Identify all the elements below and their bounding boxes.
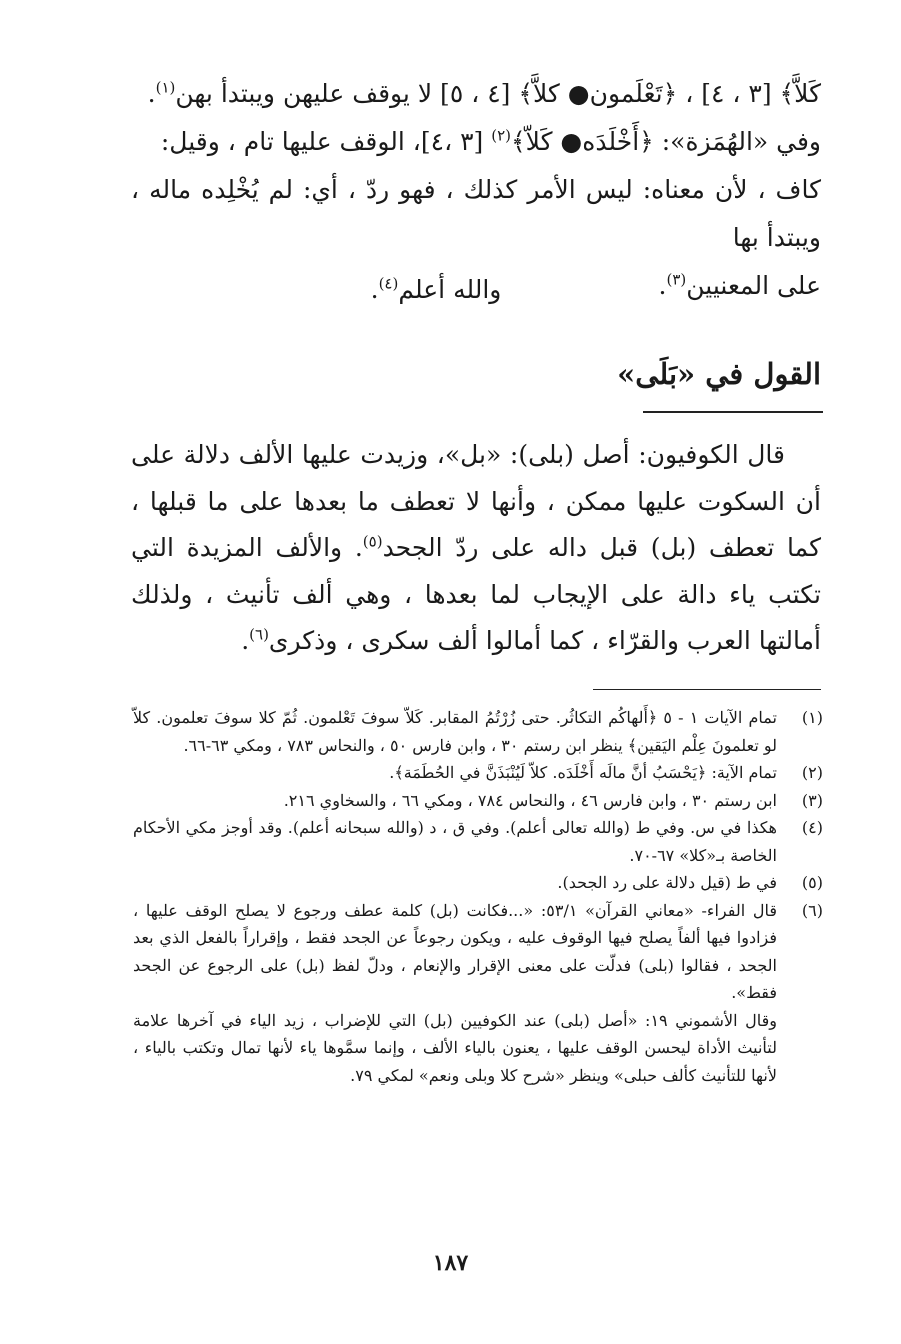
footnote-text: ابن رستم ٣٠ ، وابن فارس ٤٦ ، والنحاس ٧٨٤ ، ومكي ٦٦ ، والسخاوي ٢١٦. (283, 790, 777, 810)
footnote-text: هكذا في س. وفي ط (والله تعالى أعلم). وفي ق ، د (والله سبحانه أعلم). وقد أوجز مكي الأحكام الخاصة بـ«كلا» ٦٧-٧٠. (133, 818, 777, 865)
footnote-ref-6[interactable]: (٦) (249, 625, 269, 644)
footnote-number: (٥) (801, 873, 823, 892)
closing-phrase: والله أعلم$^{(٤)}$. (370, 274, 502, 304)
footnote-number: (٣) (801, 790, 823, 810)
footnote-2 (133, 759, 823, 787)
footnote-6 (133, 897, 823, 1007)
footnote-ref-2[interactable]: (٢) (491, 126, 512, 145)
footnote-text: قال الفراء- «معاني القرآن» ٥٣/١: «...فكانت (بل) كلمة عطف ورجوع لا يصلح الوقف عليها ، فزادوا فيها ألفاً يصلح فيها الوقوف عليه ، ويكون رجوعاً عن الجحد فقط ، وإقراراً بالفعل الذي بعد الجحد ، فقالوا (بلى) فدلّت على معنى الإقرار والإنعام ، ودلّ لفظ (بل) على الرجوع عن الجحد فقط». (133, 900, 778, 1002)
footnote-number: (١) (801, 708, 823, 727)
section-heading: القول في «بَلَى» (617, 357, 821, 391)
body-paragraph: قال الكوفيون: أصل (بلى): «بل»، وزيدت عليها الألف دلالة على أن السكوت عليها ممكن ، وأنها لا تعطف ما بعدها على ما قبلها ، كما تعطف (بل) قبل داله على ردّ الجحد$^{(٥)}$. والألف المزيدة التي تكتب ياء دالة على الإيجاب لما بعدها ، وهي ألف تأنيث ، ولذلك أمالتها العرب والقرّاء ، كما أمالوا ألف سكرى ، وذكرى$^{(٦)}$. (131, 440, 821, 655)
footnote-1 (133, 704, 823, 759)
footnote-ref-3[interactable]: (٣) (666, 270, 687, 289)
page-number: ١٨٧ (432, 1250, 469, 1276)
footnote-number: (٢) (801, 763, 823, 782)
footnote-separator (593, 689, 821, 690)
intro-line-3: كاف ، لأن معناه: ليس الأمر كذلك ، فهو ردّ ، أي: لم يُخْلِده ماله ، ويبتدأ بها (131, 175, 821, 252)
footnote-ref-1[interactable]: (١) (155, 78, 176, 97)
footnote-number: (٤) (801, 818, 823, 837)
footnote-6-continuation: وقال الأشموني ١٩: «أصل (بلى) عند الكوفيين (بل) التي للإضراب ، زيد الياء في آخرها علامة لتأنيث الأداة ليحسن الوقف عليها ، يعنون بالياء الألف ، وإنما سمَّوها ياء لأنها تمال وتكتب بالياء ، لأنها للتأنيث كألف حبلى» وينظر «شرح كلا وبلى ونعم» لمكي ٧٩. (133, 1010, 778, 1085)
footnote-number: (٦) (801, 900, 823, 920)
footnote-3 (133, 787, 823, 815)
intro-line-4: على المعنيين$^{(٣)}$. (658, 270, 821, 300)
footnote-5 (133, 869, 823, 897)
footnote-text: في ط (قيل دلالة على رد الجحد). (557, 873, 777, 892)
footnote-text: تمام الآيات ١ - ٥ ﴿أَلهاكُم التكاثُر. حتى زُرْتُمُ المقابر. كَلاّ سوفَ تَعْلمون. ثُمّ كلا سوفَ تعلمون. كلاّ لو تعلمونَ عِلْم اليَقين﴾ ينظر ابن رستم ٣٠ ، وابن فارس ٥٠ ، والنحاس ٧٨٣ ، ومكي ٦٣-٦٦. (133, 708, 777, 755)
footnote-text: تمام الآية: ﴿يَحْسَبُ أنَّ مالَه أَخْلَدَه. كلاّ لَيُنْبَذَنَّ في الحُطَمَة﴾. (389, 763, 777, 782)
footnotes (133, 704, 823, 1089)
footnote-4 (133, 814, 823, 869)
footnote-ref-5[interactable]: (٥) (362, 532, 383, 551)
footnote-ref-4[interactable]: (٤) (378, 274, 399, 293)
heading-underline (643, 411, 823, 413)
intro-line-1: كَلاَّ﴾ [٣ ، ٤] ، ﴿تَعْلَمون● كلاَّ﴾ [٤ ، ٥] لا يوقف عليهن ويبتدأ بهن$^{(١)}$. (147, 78, 821, 108)
body-text (131, 432, 821, 665)
intro-line-2: وفي «الهُمَزة»: ﴿أَخْلَدَه● كَلاّ﴾$^{(٢)}$ [٣ ،٤]، الوقف عليها تام ، وقيل: (160, 126, 821, 156)
